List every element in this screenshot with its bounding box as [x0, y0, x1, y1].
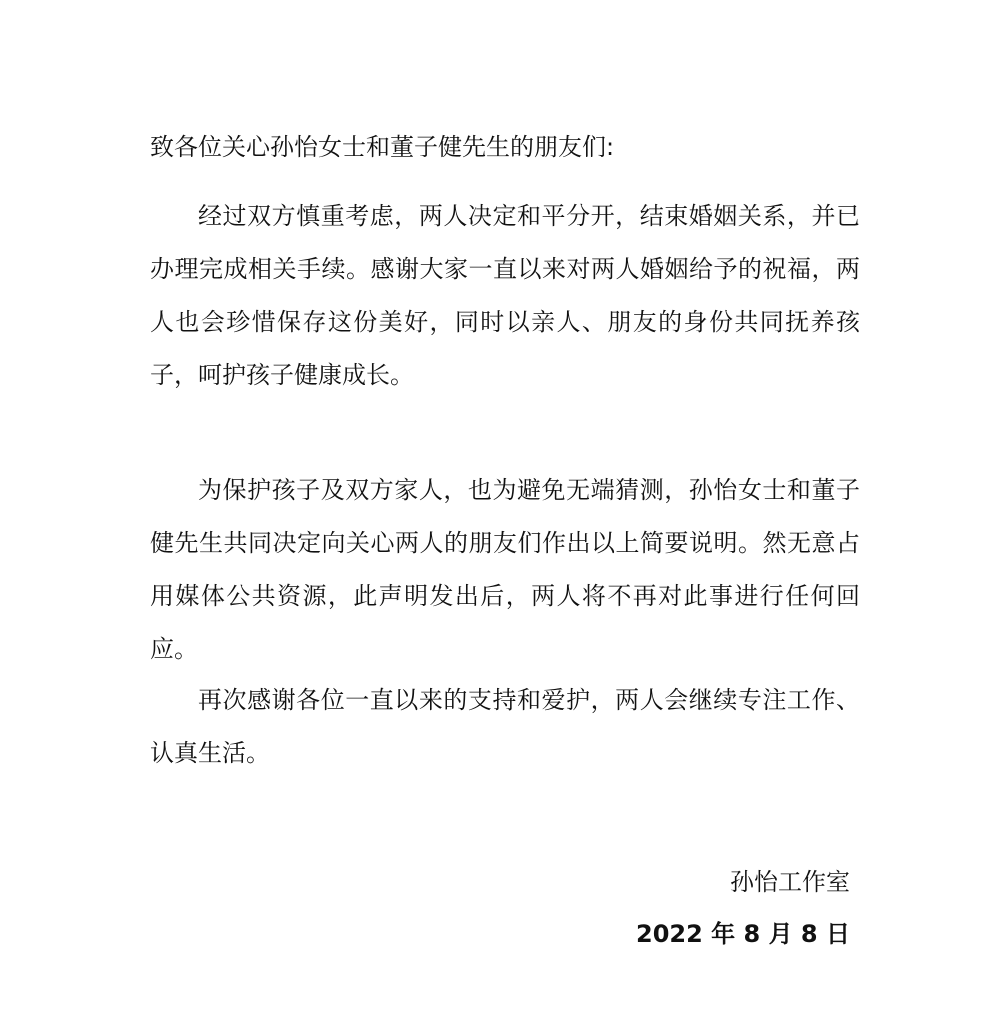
paragraph-3: 再次感谢各位一直以来的支持和爱护，两人会继续专注工作、认真生活。 — [150, 686, 860, 767]
signature: 孙怡工作室 — [730, 868, 850, 896]
paragraph-1: 经过双方慎重考虑，两人决定和平分开，结束婚姻关系，并已办理完成相关手续。感谢大家一直以来对两人婚姻给予的祝福，两人也会珍惜保存这份美好，同时以亲人、朋友的身份共同抚养孩子，呵护孩子健康成长。 — [150, 202, 860, 389]
statement-date: 2022 年 8 月 8 日 — [636, 920, 850, 948]
paragraph-2: 为保护孩子及双方家人，也为避免无端猜测，孙怡女士和董子健先生共同决定向关心两人的朋友们作出以上简要说明。然无意占用媒体公共资源，此声明发出后，两人将不再对此事进行任何回应。 — [150, 476, 860, 663]
letter-greeting: 致各位关心孙怡女士和董子健先生的朋友们: — [150, 133, 615, 161]
